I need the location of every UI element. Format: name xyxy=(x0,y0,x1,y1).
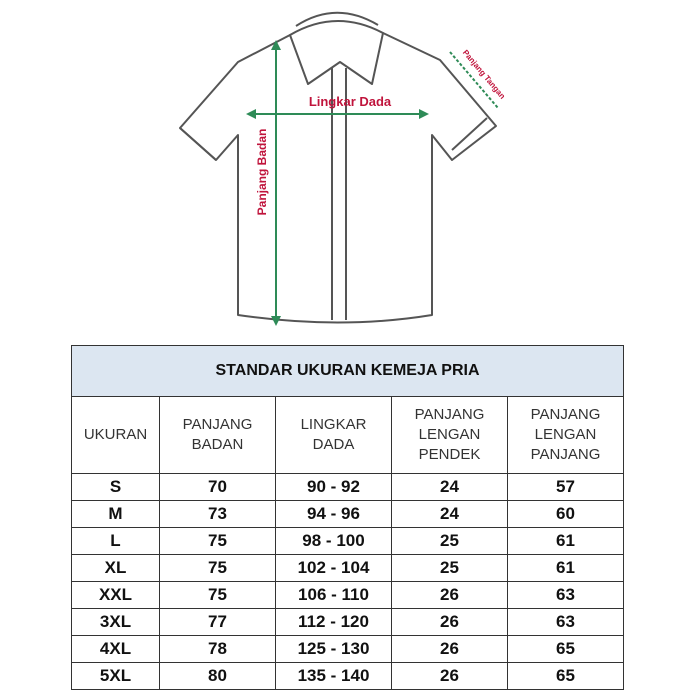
chest-measurement xyxy=(246,94,429,119)
header-line: PENDEK xyxy=(418,446,481,463)
cell-chest: 125 - 130 xyxy=(276,636,392,663)
cell-long-sleeve: 57 xyxy=(508,474,624,501)
cell-size: XL xyxy=(72,555,160,582)
header-line: UKURAN xyxy=(83,426,148,443)
cell-chest: 106 - 110 xyxy=(276,582,392,609)
table-title: STANDAR UKURAN KEMEJA PRIA xyxy=(72,346,624,397)
left-sleeve-cuff xyxy=(180,128,216,160)
header-line: BADAN xyxy=(191,436,244,453)
cell-body-length: 80 xyxy=(160,663,276,690)
shirt-body-outline xyxy=(180,33,496,323)
table-title-row xyxy=(72,346,624,397)
cell-body-length: 78 xyxy=(160,636,276,663)
table-row xyxy=(72,663,624,690)
right-sleeve-cuff xyxy=(452,118,487,150)
table-row xyxy=(72,636,624,663)
header-chest xyxy=(276,397,392,474)
table-row xyxy=(72,609,624,636)
cell-body-length: 73 xyxy=(160,501,276,528)
shirt-diagram xyxy=(0,0,700,340)
header-line: PANJANG xyxy=(182,416,253,433)
sleeve-length-label: Panjang Tangan xyxy=(460,48,508,101)
table-row xyxy=(72,528,624,555)
header-line: PANJANG xyxy=(530,446,601,463)
cell-short-sleeve: 24 xyxy=(392,501,508,528)
cell-short-sleeve: 26 xyxy=(392,609,508,636)
header-line: LENGAN xyxy=(418,426,481,443)
table-row xyxy=(72,555,624,582)
body-length-measurement xyxy=(255,40,281,326)
header-short-sleeve xyxy=(392,397,508,474)
shirt-illustration xyxy=(180,13,496,323)
cell-long-sleeve: 65 xyxy=(508,636,624,663)
table-row xyxy=(72,582,624,609)
cell-body-length: 75 xyxy=(160,555,276,582)
header-long-sleeve xyxy=(508,397,624,474)
cell-chest: 102 - 104 xyxy=(276,555,392,582)
cell-short-sleeve: 25 xyxy=(392,555,508,582)
table-row xyxy=(72,474,624,501)
cell-size: 4XL xyxy=(72,636,160,663)
size-chart-table xyxy=(71,345,624,690)
cell-size: 3XL xyxy=(72,609,160,636)
body-length-label: Panjang Badan xyxy=(255,128,269,216)
cell-short-sleeve: 26 xyxy=(392,636,508,663)
cell-body-length: 75 xyxy=(160,528,276,555)
cell-long-sleeve: 63 xyxy=(508,582,624,609)
cell-body-length: 70 xyxy=(160,474,276,501)
cell-chest: 112 - 120 xyxy=(276,609,392,636)
table-row xyxy=(72,501,624,528)
cell-long-sleeve: 65 xyxy=(508,663,624,690)
cell-size: 5XL xyxy=(72,663,160,690)
header-line: PANJANG xyxy=(414,406,485,423)
cell-short-sleeve: 24 xyxy=(392,474,508,501)
cell-long-sleeve: 61 xyxy=(508,555,624,582)
chest-label: Lingkar Dada xyxy=(308,94,392,109)
cell-size: L xyxy=(72,528,160,555)
cell-chest: 94 - 96 xyxy=(276,501,392,528)
shirt-collar xyxy=(290,21,383,84)
header-body-length xyxy=(160,397,276,474)
cell-short-sleeve: 26 xyxy=(392,663,508,690)
cell-size: M xyxy=(72,501,160,528)
cell-chest: 135 - 140 xyxy=(276,663,392,690)
collar-band xyxy=(296,13,378,26)
table-header-row xyxy=(72,397,624,474)
header-line: DADA xyxy=(312,436,355,453)
cell-long-sleeve: 63 xyxy=(508,609,624,636)
header-line: PANJANG xyxy=(530,406,601,423)
header-size xyxy=(72,397,160,474)
cell-size: S xyxy=(72,474,160,501)
cell-body-length: 75 xyxy=(160,582,276,609)
cell-long-sleeve: 61 xyxy=(508,528,624,555)
cell-long-sleeve: 60 xyxy=(508,501,624,528)
sleeve-length-measurement xyxy=(450,48,507,108)
cell-short-sleeve: 25 xyxy=(392,528,508,555)
header-line: LENGAN xyxy=(534,426,597,443)
cell-chest: 90 - 92 xyxy=(276,474,392,501)
cell-short-sleeve: 26 xyxy=(392,582,508,609)
cell-chest: 98 - 100 xyxy=(276,528,392,555)
cell-size: XXL xyxy=(72,582,160,609)
header-line: LINGKAR xyxy=(300,416,367,433)
cell-body-length: 77 xyxy=(160,609,276,636)
